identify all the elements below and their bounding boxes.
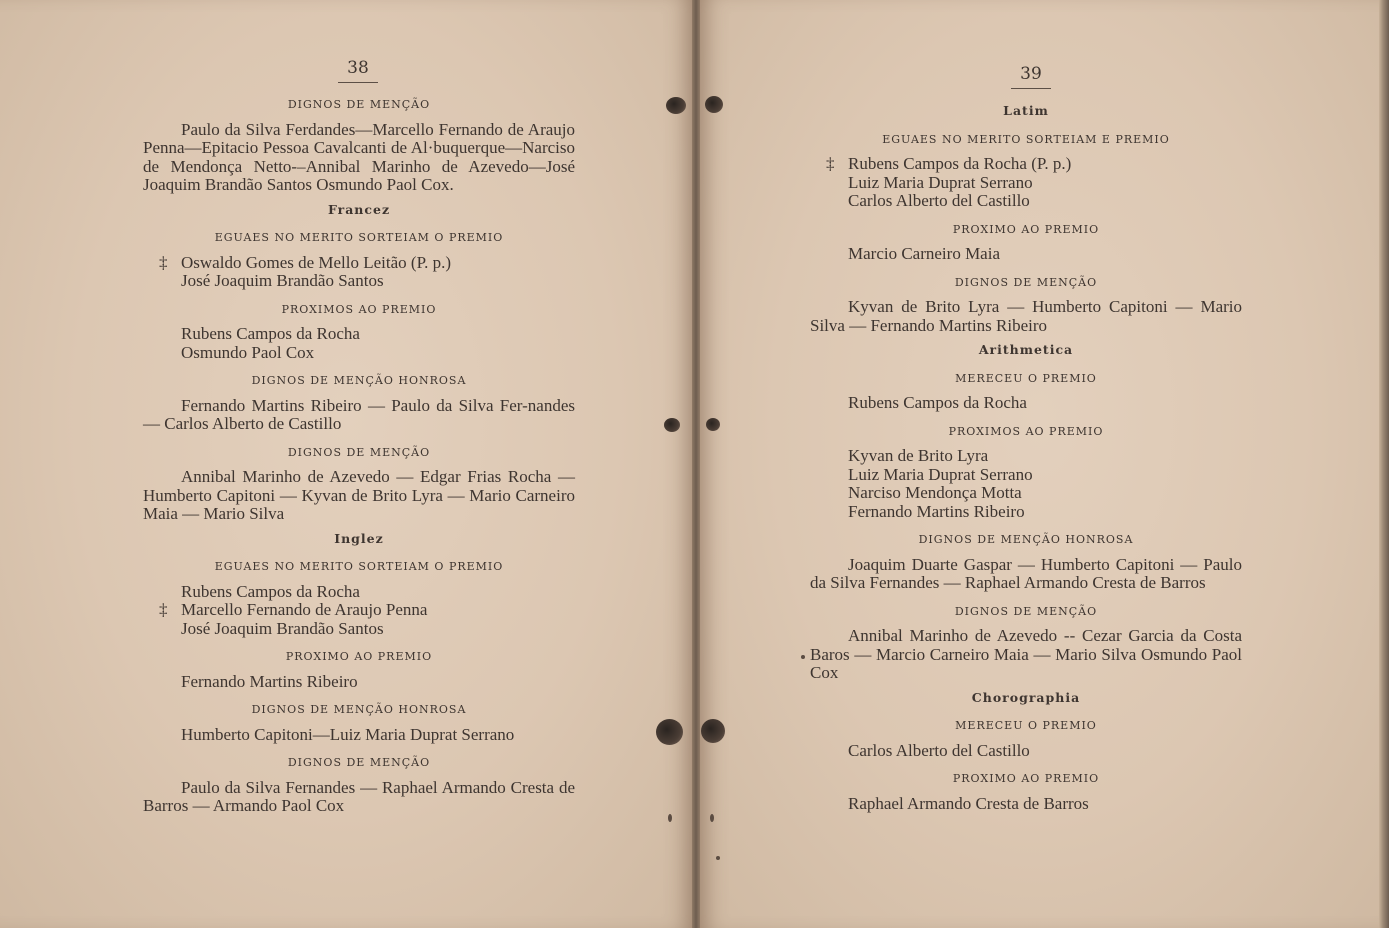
book-gutter [692,0,700,928]
student-name-text: Kyvan de Brito Lyra [848,446,989,465]
binding-hole [666,97,686,114]
page-number-right: 39 [1011,64,1051,89]
section-caption: MERECEU O PREMIO [955,719,1097,732]
spacer [810,211,1242,221]
ink-spot [668,814,672,822]
names-paragraph: Joaquim Duarte Gaspar — Humberto Capitoni — Paulo da Silva Fernandes — Raphael Armando Cresta de Barros [810,554,1242,592]
student-name [810,742,1242,761]
ink-spot [710,814,714,822]
section-caption: DIGNOS DE MENÇÃO [954,604,1098,618]
student-name [143,344,575,363]
ink-spot [801,655,805,659]
dagger-mark: ‡ [159,600,168,619]
names-paragraph: Paulo da Silva Ferdandes—Marcello Fernando de Araujo Penna—Epitacio Pessoa Cavalcanti de Al·buquerque—Narciso de Mendonça Netto-–Annibal Marinho de Azevedo—José Joaquim Brandão Santos Osmundo Paol Cox. [143,119,575,194]
student-name [143,272,575,291]
binding-hole [705,96,723,113]
spacer [143,434,575,444]
section-caption: DIGNOS DE MENÇÃO HONROSA [918,533,1134,546]
spacer [143,744,575,754]
subject-heading: Latim [1003,103,1049,118]
spacer [810,360,1242,370]
section-caption: MERECEU O PREMIO [955,371,1097,385]
spacer [810,593,1242,603]
student-name [810,447,1242,466]
student-name [810,155,1242,174]
student-name-text: Rubens Campos da Rocha [181,581,360,601]
section-caption: DIGNOS DE MENÇÃO HONROSA [251,703,467,716]
ink-spot [716,856,720,860]
student-name-text: Osmundo Paol Cox [181,342,315,362]
section-caption: PROXIMOS AO PREMIO [281,302,437,316]
student-name [810,174,1242,193]
student-name [143,620,575,639]
section-caption: DIGNOS DE MENÇÃO [287,98,431,111]
student-name [810,394,1242,413]
student-name-text: Humberto Capitoni—Luiz Maria Duprat Serrano [181,724,515,744]
student-name-text: Oswaldo Gomes de Mello Leitão (P. p.) [181,252,452,272]
student-name-text: Raphael Armando Cresta de Barros [848,793,1089,813]
spacer [143,219,575,229]
spacer [810,413,1242,423]
student-name-text: Carlos Alberto del Castillo [848,740,1030,760]
spacer [143,362,575,372]
page-edge [1379,0,1389,928]
names-paragraph: Kyvan de Brito Lyra — Humberto Capitoni — Mario Silva — Fernando Martins Ribeiro [810,297,1242,335]
student-name-text: Rubens Campos da Rocha [848,393,1027,412]
spacer [143,291,575,301]
student-name-text: José Joaquim Brandão Santos [181,618,384,638]
dagger-mark: ‡ [159,252,168,272]
section-caption: DIGNOS DE MENÇÃO HONROSA [251,374,467,387]
student-name-text: Carlos Alberto del Castillo [848,191,1030,210]
subject-heading: Chorographia [971,689,1081,705]
spacer [143,691,575,701]
names-paragraph: Annibal Marinho de Azevedo -- Cezar Garcia da Costa Baros — Marcio Carneiro Maia — Mario Silva Osmundo Paol Cox [810,626,1242,682]
student-name [810,466,1242,485]
spacer [810,264,1242,274]
student-name-text: Fernando Martins Ribeiro [848,501,1025,521]
names-paragraph: Annibal Marinho de Azevedo — Edgar Frias Rocha — Humberto Capitoni — Kyvan de Brito Lyra — Mario Carneiro Maia — Mario Silva [143,467,575,523]
section-caption: PROXIMO AO PREMIO [952,222,1100,236]
student-name-text: Luiz Maria Duprat Serrano [848,464,1033,484]
section-caption: EGUAES NO MERITO SORTEIAM E PREMIO [882,132,1170,146]
names-paragraph: Fernando Martins Ribeiro — Paulo da Silva Fer-nandes — Carlos Alberto de Castillo [143,395,575,433]
section-caption: DIGNOS DE MENÇÃO [287,445,431,459]
student-name [143,325,575,344]
spacer [810,521,1242,531]
student-name-text: Rubens Campos da Rocha [181,324,360,343]
student-name-text: Rubens Campos da Rocha (P. p.) [848,154,1072,173]
spacer [810,707,1242,717]
student-name [143,673,575,692]
spacer [143,638,575,648]
student-name [143,583,575,602]
dagger-mark: ‡ [826,154,835,173]
section-caption: DIGNOS DE MENÇÃO [287,756,431,769]
student-name-text: Fernando Martins Ribeiro [181,671,358,691]
names-paragraph: Paulo da Silva Fernandes — Raphael Armando Cresta de Barros — Armando Paol Cox [143,777,575,815]
left-page-text [143,96,575,816]
spacer [810,121,1242,131]
student-name [810,192,1242,211]
binding-hole [656,719,683,745]
section-caption: PROXIMO AO PREMIO [285,650,433,663]
binding-hole [701,719,725,743]
subject-heading: Inglez [334,530,384,546]
binding-hole [664,418,680,432]
student-name [810,484,1242,503]
section-caption: DIGNOS DE MENÇÃO [954,275,1098,289]
section-caption: EGUAES NO MERITO SORTEIAM O PREMIO [214,231,504,244]
student-name-text: Narciso Mendonça Motta [848,483,1022,502]
student-name-text: Marcio Carneiro Maia [848,244,1000,263]
student-name [810,503,1242,522]
student-name-text: José Joaquim Brandão Santos [181,271,384,290]
student-name [143,254,575,273]
spacer [810,760,1242,770]
section-caption: PROXIMO AO PREMIO [952,772,1100,785]
subject-heading: Arithmetica [978,342,1074,357]
binding-hole [706,418,720,431]
student-name-text: Luiz Maria Duprat Serrano [848,172,1033,192]
student-name [143,726,575,745]
page-number-left: 38 [338,58,378,83]
section-caption: PROXIMOS AO PREMIO [948,424,1104,438]
section-caption: EGUAES NO MERITO SORTEIAM O PREMIO [214,560,504,573]
student-name [810,795,1242,814]
student-name-text: Marcello Fernando de Araujo Penna [181,600,428,619]
student-name [810,245,1242,264]
right-page-text [810,102,1242,813]
subject-heading: Francez [327,201,391,217]
student-name [143,601,575,620]
spacer [143,548,575,558]
